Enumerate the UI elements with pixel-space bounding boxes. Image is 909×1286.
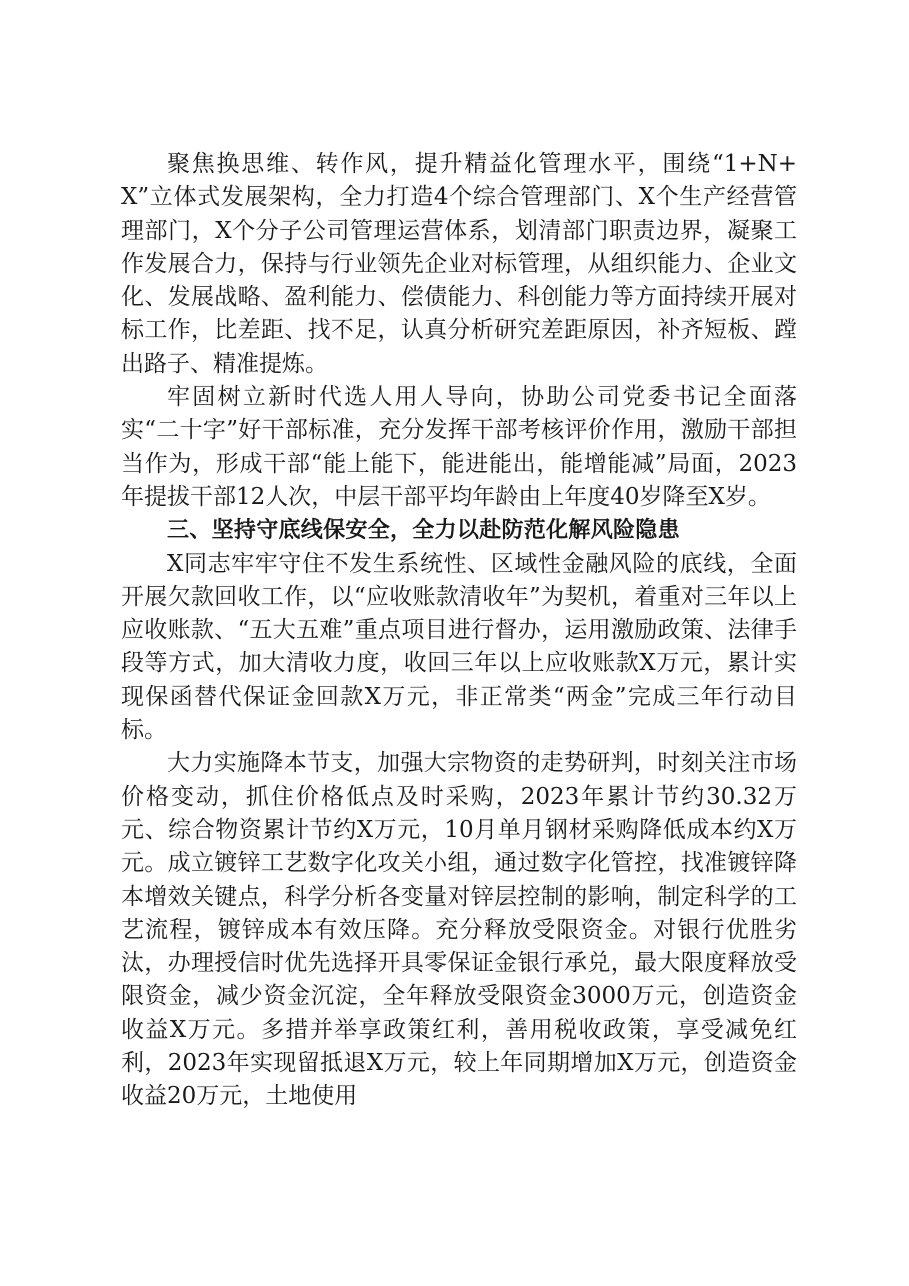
paragraph-cost-reduction: 大力实施降本节支，加强大宗物资的走势研判，时刻关注市场价格变动，抓住价格低点及时采购，2023年累计节约30.32万元、综合物资累计节约X万元，10月单月钢材采购降低成本约X万元。成立镀锌工艺数字化攻关小组，通过数字化管控，找准镀锌降本增效关键点，科学分析各变量对锌层控制的影响，制定科学的工艺流程，镀锌成本有效压降。充分释放受限资金。对银行优胜劣汰，办理授信时优先选择开具零保证金银行承兑，最大限度释放受限资金，减少资金沉淀，全年释放受限资金3000万元，创造资金收益X万元。多措并举享政策红利，善用税收政策，享受减免红利，2023年实现留抵退X万元，较上年同期增加X万元，创造资金收益20万元，土地使用	[121, 750, 797, 1110]
paragraph-debt-collection: X同志牢牢守住不发生系统性、区域性金融风险的底线，全面开展欠款回收工作，以“应收账款清收年”为契机，着重对三年以上应收账款、“五大五难”重点项目进行督办，运用激励政策、法律手段等方式，加大清收力度，收回三年以上应收账款X万元，累计实现保函替代保证金回款X万元，非正常类“两金”完成三年行动目标。	[121, 550, 797, 744]
section-heading-risk: 三、坚持守底线保安全，全力以赴防范化解风险隐患	[167, 518, 680, 544]
document-page	[121, 148, 797, 1114]
paragraph-personnel: 牢固树立新时代选人用人导向，协助公司党委书记全面落实“二十字”好干部标准，充分发挥干部考核评价作用，激励干部担当作为，形成干部“能上能下，能进能出，能增能减”局面，2023年提拔干部12人次，中层干部平均年龄由上年度40岁降至X岁。	[121, 384, 797, 510]
paragraph-management: 聚焦换思维、转作风，提升精益化管理水平，围绕“1+N+X”立体式发展架构，全力打造4个综合管理部门、X个生产经营管理部门，X个分子公司管理运营体系，划清部门职责边界，凝聚工作发展合力，保持与行业领先企业对标管理，从组织能力、企业文化、发展战略、盈利能力、偿债能力、科创能力等方面持续开展对标工作，比差距、找不足，认真分析研究差距原因，补齐短板、蹚出路子、精准提炼。	[121, 151, 797, 377]
